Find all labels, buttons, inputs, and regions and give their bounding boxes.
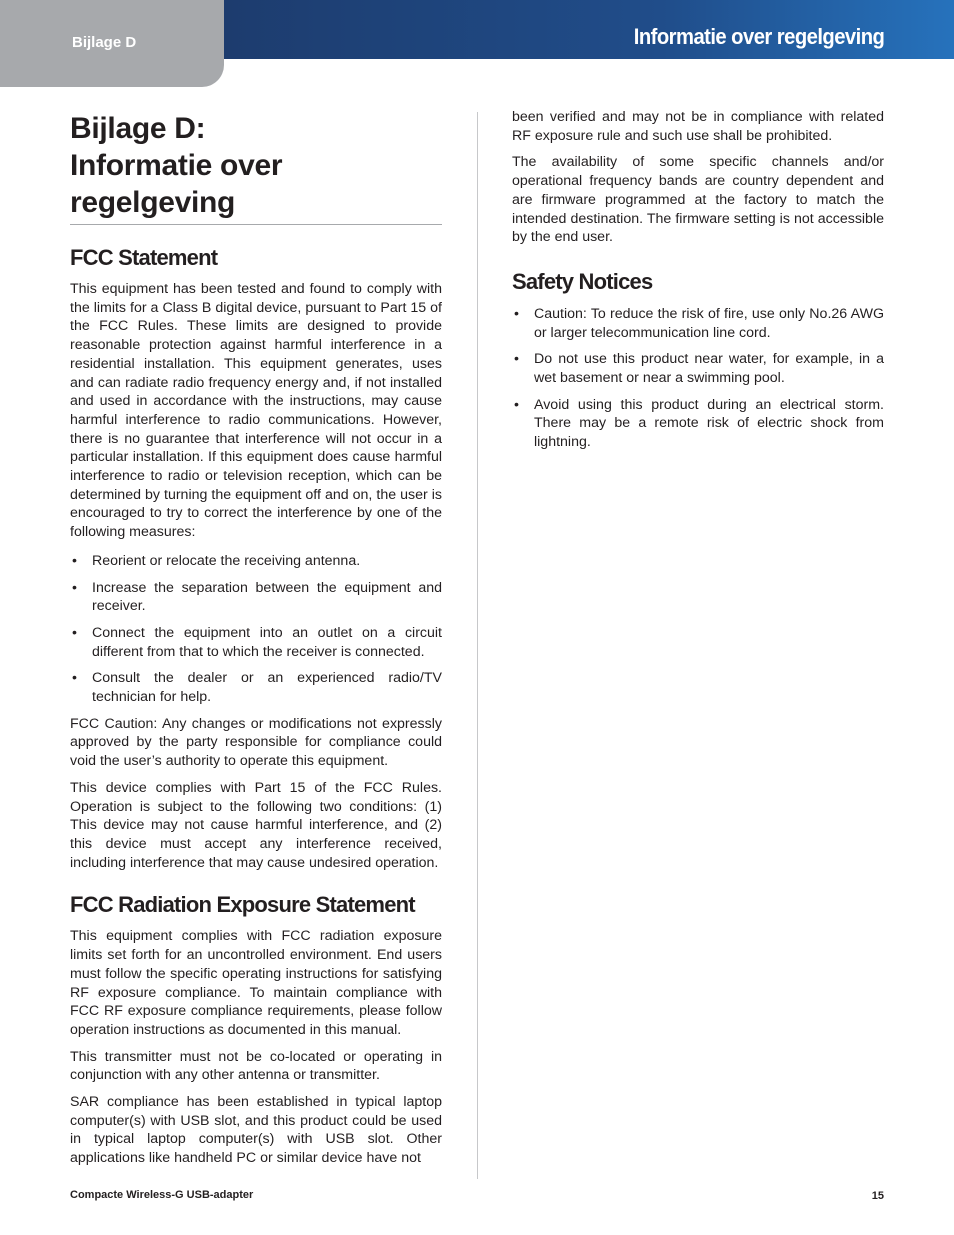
list-item: • Consult the dealer or an experienced radio/TV technician for help. <box>70 669 442 706</box>
column-divider <box>477 112 478 1179</box>
left-column <box>70 110 442 1176</box>
chapter-tab <box>0 0 224 87</box>
page-title-line-1: Bijlage D: <box>70 112 206 145</box>
list-item: • Avoid using this product during an electrical storm. There may be a remote risk of electric shock from lightning. <box>512 396 884 452</box>
continued-paragraph: been verified and may not be in compliance with related RF exposure rule and such use shall be prohibited. <box>512 109 884 144</box>
fcc-statement-paragraph: This equipment has been tested and found to comply with the limits for a Class B digital device, pursuant to Part 15 of the FCC Rules. These limits are designed to provide reasonable protection against harmful interference in a residential installation. This equipment generates, uses and can radiate radio frequency energy and, if not installed and used in accordance with the instructions, may cause harmful interference to radio communications. However, there is no guarantee that interference will not occur in a particular installation. If this equipment does cause harmful interference to radio or television reception, which can be determined by turning the equipment off and on, the user is encouraged to try to correct the interference by one of the following measures: <box>70 281 442 541</box>
fcc-part15-paragraph: This device complies with Part 15 of the FCC Rules. Operation is subject to the following two conditions: (1) This device may not cause harmful interference, and (2) this device must accept any interference received, including interference that may cause undesired operation. <box>70 779 442 871</box>
list-item: • Increase the separation between the equipment and receiver. <box>70 579 442 616</box>
header-banner <box>224 0 954 59</box>
channel-availability-paragraph: The availability of some specific channels and/or operational frequency bands are country dependent and are firmware programmed at the factory to match the intended destination. The firmware setting is not accessible by the end user. <box>512 154 884 246</box>
banner-title: Informatie over regelgeving <box>633 24 884 49</box>
list-item: • Do not use this product near water, for example, in a wet basement or near a swimming pool. <box>512 350 884 387</box>
chapter-tab-label: Bijlage D <box>72 34 137 51</box>
right-column <box>512 108 884 460</box>
fcc-caution-paragraph: FCC Caution: Any changes or modifications not expressly approved by the party responsible for compliance could void the user’s authority to operate this equipment. <box>70 715 442 770</box>
page-title-line-3: regelgeving <box>70 186 236 219</box>
footer-product-name: Compacte Wireless-G USB-adapter <box>70 1189 254 1201</box>
safety-notices-heading: Safety Notices <box>512 268 653 294</box>
radiation-paragraph-3: SAR compliance has been established in typical laptop computer(s) with USB slot, and this product could be used in typical laptop computer(s) with USB slot. Other applications like handheld PC or similar device have not <box>70 1094 442 1167</box>
page-title-line-2: Informatie over <box>70 149 283 182</box>
fcc-statement-heading: FCC Statement <box>70 245 218 270</box>
list-item: • Connect the equipment into an outlet on a circuit different from that to which the receiver is connected. <box>70 624 442 661</box>
radiation-paragraph-1: This equipment complies with FCC radiation exposure limits set forth for an uncontrolled environment. End users must follow the specific operating instructions for satisfying RF exposure compliance. To maintain compliance with FCC RF exposure compliance requirements, please follow operation instructions as documented in this manual. <box>70 928 442 1038</box>
radiation-paragraph-2: This transmitter must not be co-located or operating in conjunction with any other antenna or transmitter. <box>70 1048 442 1084</box>
page-title <box>70 110 442 225</box>
safety-notices-list <box>512 305 884 452</box>
radiation-exposure-heading: FCC Radiation Exposure Statement <box>70 892 415 918</box>
list-item: • Caution: To reduce the risk of fire, use only No.26 AWG or larger telecommunication line cord. <box>512 305 884 342</box>
footer-page-number: 15 <box>871 1190 884 1202</box>
list-item: • Reorient or relocate the receiving antenna. <box>70 552 442 571</box>
fcc-measures-list <box>70 552 442 707</box>
